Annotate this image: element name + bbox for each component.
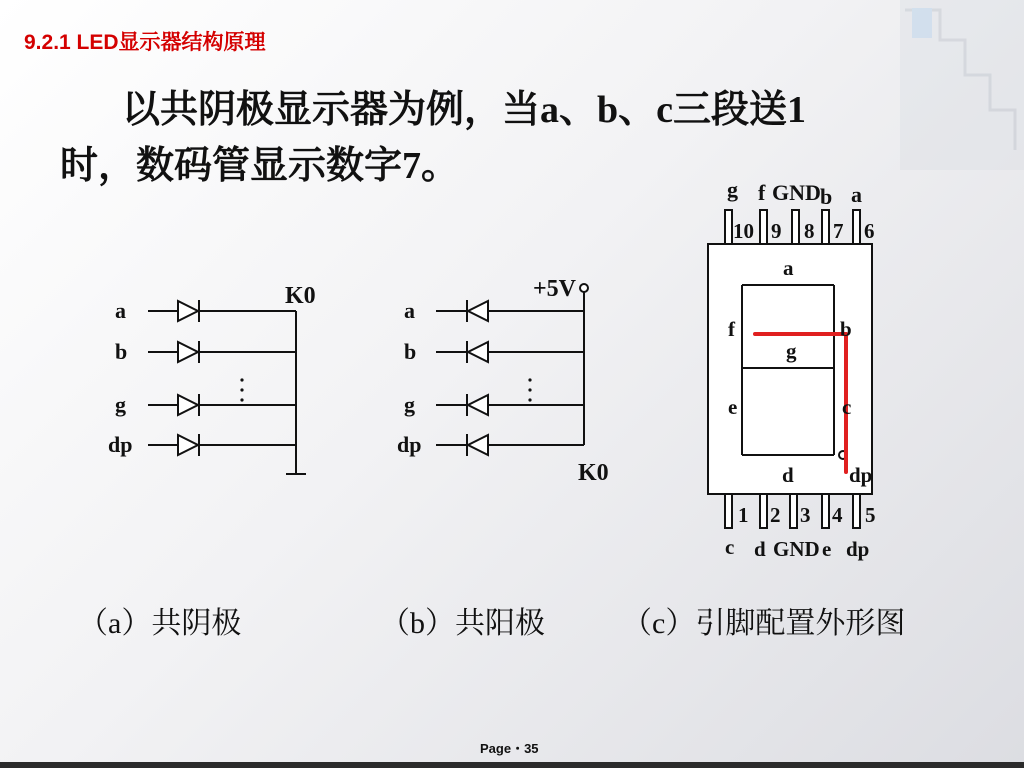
pin-number-top-1: 10 xyxy=(733,219,754,243)
caption-pin-configuration: （c）引脚配置外形图 xyxy=(622,607,906,640)
body-line-1-text: 以共阴极显示器为例，当a、b、c三段送1 xyxy=(122,89,807,131)
segment-label-c: c xyxy=(842,395,852,419)
pin-number-bottom-3: 3 xyxy=(800,503,811,527)
pin-number-top-2: 9 xyxy=(771,219,782,243)
anode-label-dp: dp xyxy=(397,432,422,457)
segment-label-f: f xyxy=(728,317,735,341)
pin-name-top-3: GND xyxy=(772,180,821,205)
anode-diode-dp-icon xyxy=(467,434,488,456)
pin-name-top-5: a xyxy=(851,182,862,207)
pin-number-top-5: 6 xyxy=(864,219,875,243)
common-cathode-circuit xyxy=(148,300,306,474)
anode-label-b: b xyxy=(404,339,417,364)
pin-number-top-4: 7 xyxy=(833,219,844,243)
anode-ellipsis xyxy=(528,378,531,401)
pin-name-top-1: g xyxy=(727,177,738,202)
staircase-decoration xyxy=(900,0,1024,170)
pin-name-bottom-1: c xyxy=(725,535,735,559)
diode-b-icon xyxy=(178,341,199,363)
diode-dp-icon xyxy=(178,434,199,456)
cathode-label-b: b xyxy=(115,339,128,364)
segment-label-a: a xyxy=(783,256,794,280)
pin-name-bottom-4: e xyxy=(822,537,832,561)
anode-diode-a-icon xyxy=(467,300,488,322)
common-anode-circuit xyxy=(436,284,588,456)
caption-common-anode: （b）共阳极 xyxy=(380,607,545,640)
caption-common-cathode: （a）共阴极 xyxy=(78,607,242,640)
cathode-label-dp: dp xyxy=(108,432,133,457)
anode-label-g: g xyxy=(404,392,415,417)
cathode-ellipsis xyxy=(240,378,243,401)
pin-number-bottom-2: 2 xyxy=(770,503,781,527)
section-title: 9.2.1 LED显示器结构原理 xyxy=(24,31,266,54)
cathode-label-a: a xyxy=(115,298,126,323)
pin-name-top-2: f xyxy=(758,180,766,205)
pin-number-bottom-1: 1 xyxy=(738,503,749,527)
diode-a-icon xyxy=(178,300,199,322)
diode-g-icon xyxy=(178,394,199,416)
segment-label-g: g xyxy=(786,339,797,363)
body-line-2: 时，数码管显示数字7。 xyxy=(60,145,460,187)
anode-common-label: K0 xyxy=(578,460,609,486)
anode-supply-label: +5V xyxy=(533,276,577,302)
segment-label-b: b xyxy=(840,317,852,341)
pin-name-top-4: b xyxy=(820,184,833,209)
anode-diode-b-icon xyxy=(467,341,488,363)
anode-diode-g-icon xyxy=(467,394,488,416)
pin-number-bottom-5: 5 xyxy=(865,503,876,527)
pin-name-bottom-2: d xyxy=(754,537,766,561)
pin-name-bottom-5: dp xyxy=(846,537,870,561)
page-number: Page・35 xyxy=(480,741,539,756)
bottom-bar xyxy=(0,762,1024,768)
pin-name-bottom-3: GND xyxy=(773,537,820,561)
anode-label-a: a xyxy=(404,298,415,323)
segment-label-d: d xyxy=(782,463,794,487)
cathode-common-label: K0 xyxy=(285,283,316,309)
pin-number-top-3: 8 xyxy=(804,219,815,243)
segment-label-e: e xyxy=(728,395,738,419)
cathode-label-g: g xyxy=(115,392,126,417)
segment-label-dp: dp xyxy=(849,463,873,487)
pin-number-bottom-4: 4 xyxy=(832,503,843,527)
